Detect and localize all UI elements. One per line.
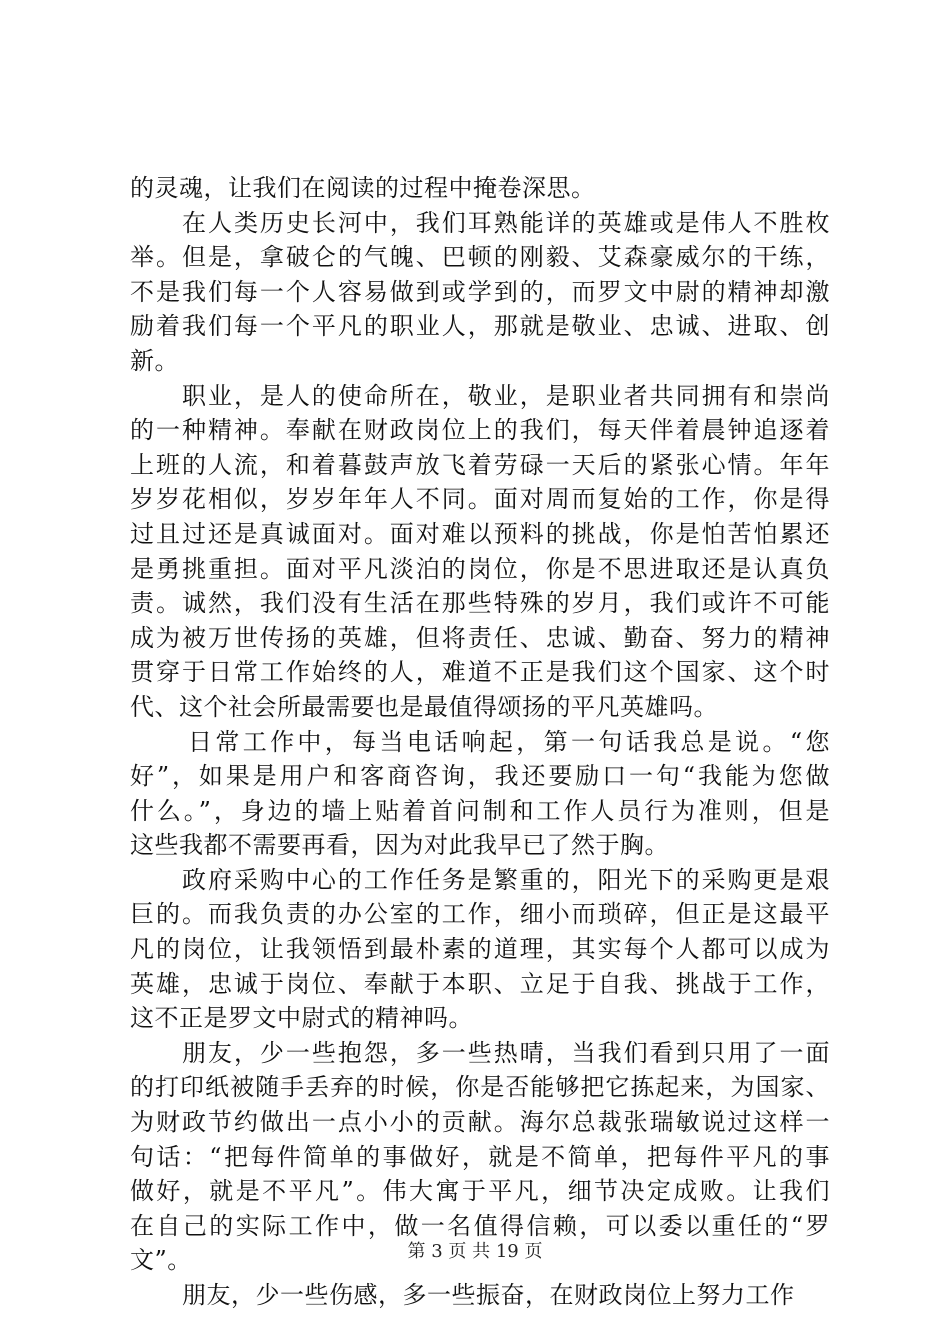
text-line: 好”，如果是用户和客商咨询，我还要励口一句“我能为您做 [130, 762, 830, 791]
page-number-footer: 第 3 页 共 19 页 [407, 1241, 543, 1262]
text-line: 不是我们每一个人容易做到或学到的，而罗文中尉的精神却激 [130, 277, 830, 306]
text-line: 成为被万世传扬的英雄，但将责任、忠诚、勤奋、努力的精神 [130, 623, 830, 652]
paragraph-start-line: 在人类历史长河中，我们耳熟能详的英雄或是伟人不胜枚 [182, 208, 830, 237]
text-line: 责。诚然，我们没有生活在那些特殊的岁月，我们或许不可能 [130, 589, 830, 618]
text-line: 贯穿于日常工作始终的人，难道不正是我们这个国家、这个时 [130, 658, 830, 687]
text-line: 做好，就是不平凡”。伟大寓于平凡，细节决定成败。让我们 [130, 1177, 830, 1206]
text-line: 什么。”，身边的墙上贴着首问制和工作人员行为准则，但是 [130, 796, 830, 825]
paragraph-start-line: 朋友，少一些伤感，多一些振奋，在财政岗位上努力工作 [182, 1281, 795, 1309]
text-line: 在自己的实际工作中，做一名值得信赖，可以委以重任的“罗 [130, 1211, 830, 1240]
text-line: 的灵魂，让我们在阅读的过程中掩卷深思。 [130, 174, 596, 202]
text-line: 代、这个社会所最需要也是最值得颂扬的平凡英雄吗。 [130, 692, 718, 721]
text-line: 的一种精神。奉献在财政岗位上的我们，每天伴着晨钟追逐着 [130, 416, 830, 445]
text-line: 句话：“把每件简单的事做好，就是不简单，把每件平凡的事 [130, 1142, 830, 1171]
text-line: 励着我们每一个平凡的职业人，那就是敬业、忠诚、进取、创 [130, 312, 830, 341]
text-line: 巨的。而我负责的办公室的工作，细小而琐碎，但正是这最平 [130, 900, 830, 929]
text-line: 是勇挑重担。面对平凡淡泊的岗位，你是不思进取还是认真负 [130, 554, 830, 583]
text-line: 过且过还是真诚面对。面对难以预料的挑战，你是怕苦怕累还 [130, 519, 830, 548]
text-line: 这不正是罗文中尉式的精神吗。 [130, 1004, 473, 1033]
paragraph-start-line: 朋友，少一些抱怨，多一些热晴，当我们看到只用了一面 [182, 1038, 830, 1067]
paragraph-start-line: 职业，是人的使命所在，敬业，是职业者共同拥有和崇尚 [182, 381, 830, 410]
text-line: 上班的人流，和着暮鼓声放飞着劳碌一天后的紧张心情。年年 [130, 450, 830, 479]
text-line: 这些我都不需要再看，因为对此我早已了然于胸。 [130, 831, 669, 860]
text-line: 的打印纸被随手丢弃的时候，你是否能够把它拣起来，为国家、 [130, 1073, 830, 1102]
paragraph-start-line: 政府采购中心的工作任务是繁重的，阳光下的采购更是艰 [182, 865, 830, 894]
text-line: 英雄，忠诚于岗位、奉献于本职、立足于自我、挑战于工作， [130, 969, 830, 998]
text-line: 举。但是，拿破仑的气魄、巴顿的刚毅、艾森豪威尔的干练， [130, 243, 830, 272]
text-line: 凡的岗位，让我领悟到最朴素的道理，其实每个人都可以成为 [130, 935, 830, 964]
text-line: 岁岁花相似，岁岁年年人不同。面对周而复始的工作，你是得 [130, 485, 830, 514]
text-line: 文”。 [130, 1246, 192, 1275]
body-text [130, 171, 830, 1313]
text-line: 为财政节约做出一点小小的贡献。海尔总裁张瑞敏说过这样一 [130, 1108, 830, 1137]
text-line: 新。 [130, 346, 179, 375]
paragraph-start-line: 日常工作中，每当电话响起，第一句话我总是说。“您 [188, 727, 830, 756]
